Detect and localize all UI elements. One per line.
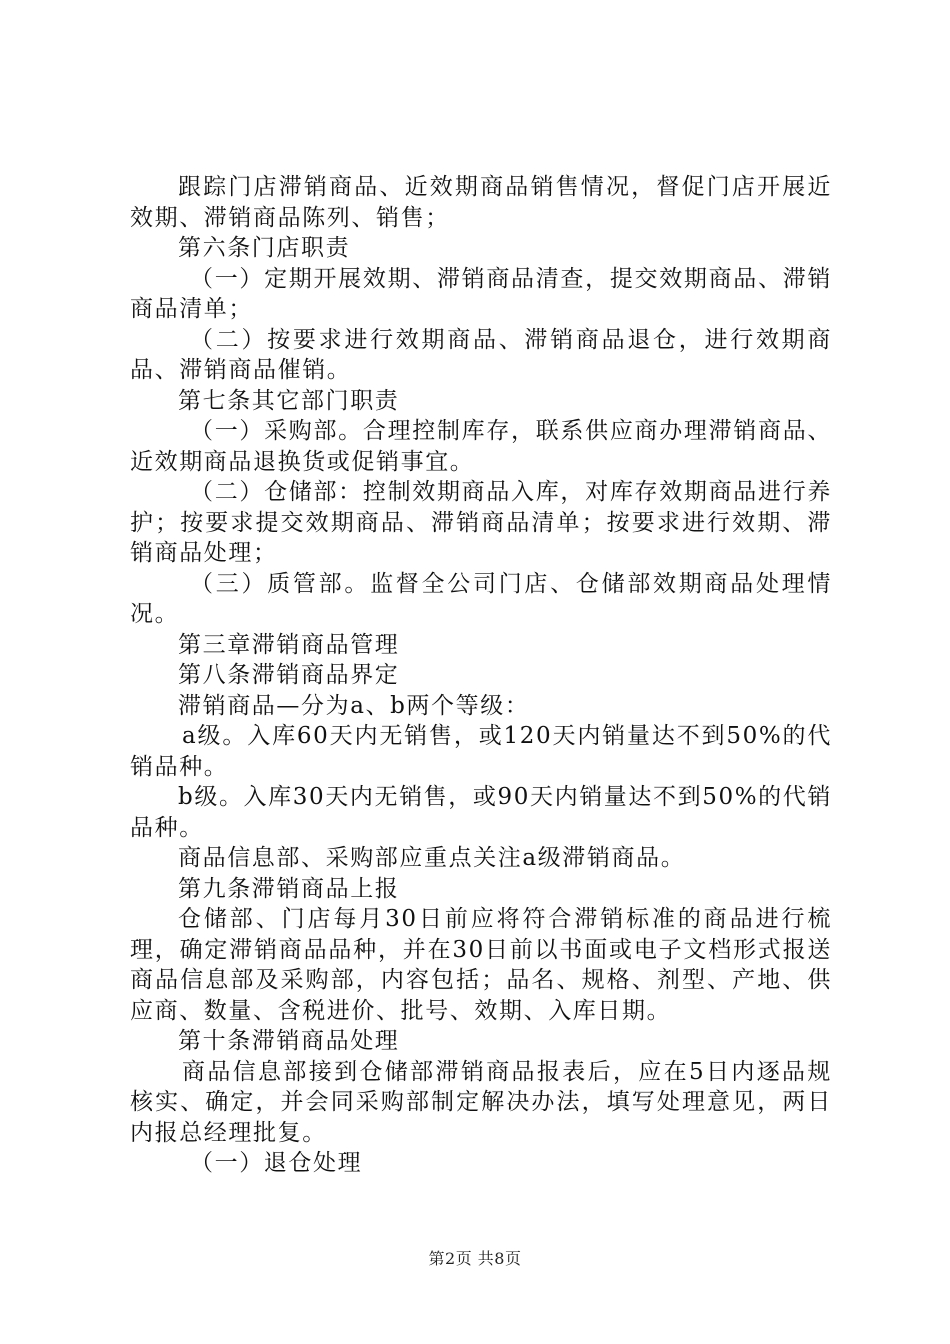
paragraph-grade-b: b级。入库30天内无销售，或90天内销量达不到50%的代销品种。	[130, 784, 832, 841]
paragraph-focus-grade-a: 商品信息部、采购部应重点关注a级滞销商品。	[178, 845, 686, 871]
paragraph-purchasing-duty: （一）采购部。合理控制库存，联系供应商办理滞销商品、近效期商品退换货或促销事宜。	[130, 418, 832, 475]
paragraph-store-duty-1: （一）定期开展效期、滞销商品清查，提交效期商品、滞销商品清单；	[130, 265, 832, 322]
heading-article-9: 第九条滞销商品上报	[178, 875, 400, 902]
heading-article-8: 第八条滞销商品界定	[178, 662, 400, 688]
paragraph-reporting: 仓储部、门店每月30日前应将符合滞销标准的商品进行梳理，确定滞销商品品种，并在30日前以书面或电子文档形式报送商品信息部及采购部，内容包括；品名、规格、剂型、产地、供应商、数量、含税进价、批号、效期、入库日期。	[130, 906, 832, 1024]
heading-article-6: 第六条门店职责	[178, 235, 351, 261]
heading-return-processing: （一）退仓处理	[190, 1150, 363, 1176]
paragraph-processing: 商品信息部接到仓储部滞销商品报表后，应在5日内逐品规核实、确定，并会同采购部制定解决办法，填写处理意见，两日内报总经理批复。	[130, 1058, 832, 1146]
document-body	[130, 172, 832, 1179]
heading-article-10: 第十条滞销商品处理	[178, 1028, 400, 1054]
paragraph-slow-moving-grades: 滞销商品—分为a、b两个等级：	[178, 692, 530, 719]
paragraph-grade-a: a级。入库60天内无销售，或120天内销量达不到50%的代销品种。	[130, 723, 832, 780]
paragraph-warehouse-duty: （二）仓储部：控制效期商品入库，对库存效期商品进行养护；按要求提交效期商品、滞销商品清单；按要求进行效期、滞销商品处理；	[130, 479, 832, 566]
paragraph-tracking: 跟踪门店滞销商品、近效期商品销售情况，督促门店开展近效期、滞销商品陈列、销售；	[130, 174, 832, 231]
heading-chapter-3: 第三章滞销商品管理	[178, 631, 400, 658]
heading-article-7: 第七条其它部门职责	[178, 387, 400, 414]
page-footer: 第2页 共8页	[428, 1249, 522, 1268]
paragraph-quality-duty: （三）质管部。监督全公司门店、仓储部效期商品处理情况。	[130, 570, 832, 627]
paragraph-store-duty-2: （二）按要求进行效期商品、滞销商品退仓，进行效期商品、滞销商品催销。	[130, 326, 832, 383]
